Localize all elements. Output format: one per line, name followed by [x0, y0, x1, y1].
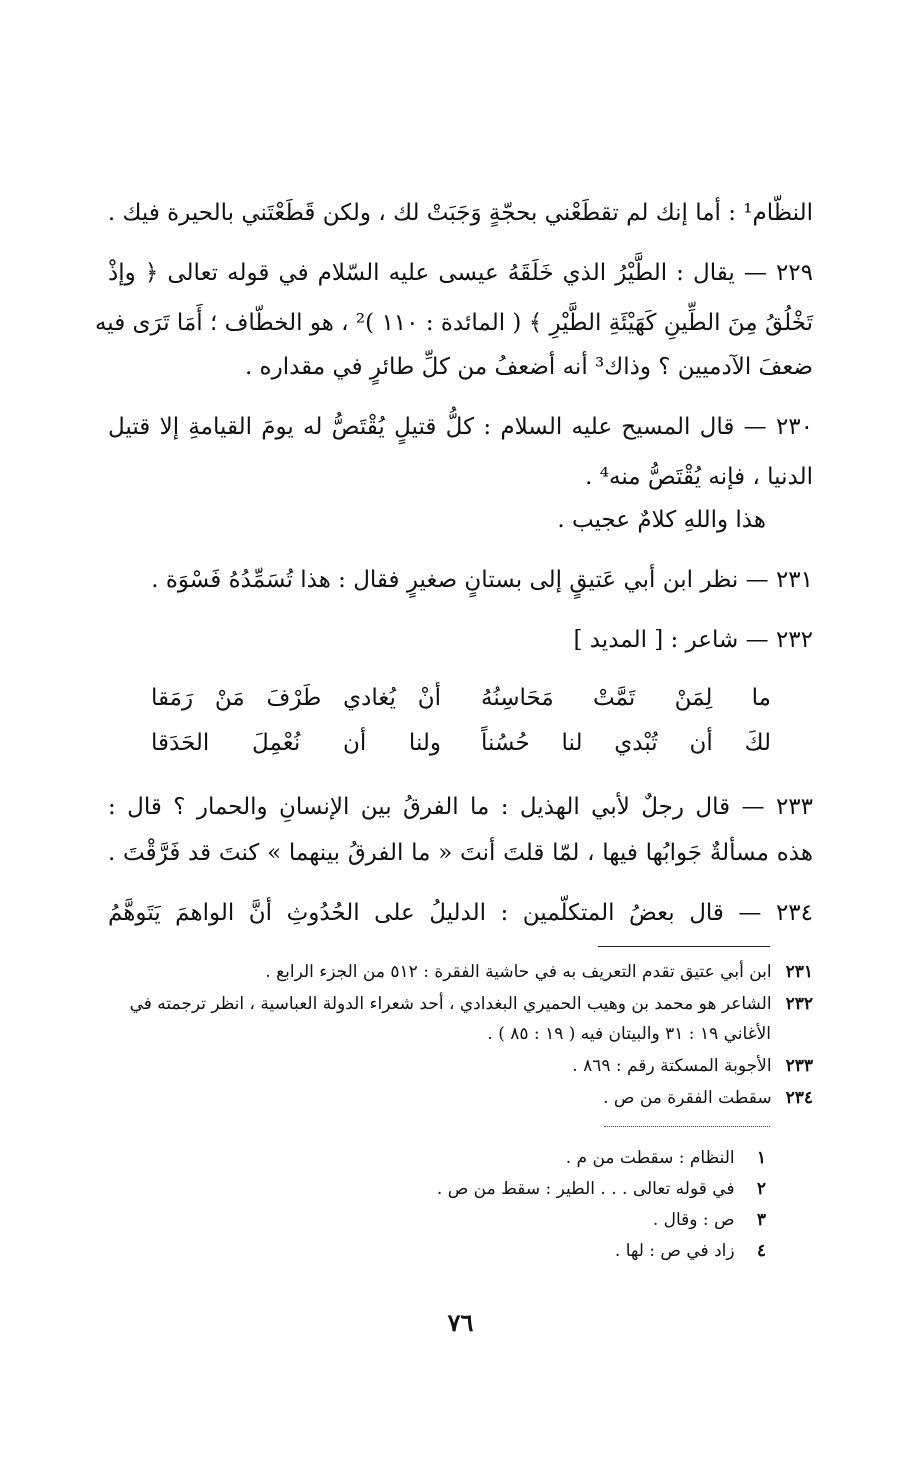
text-line: الدنيا ، فإنه يُقْتَصُّ منه⁴ . [585, 464, 813, 490]
footnote [108, 1054, 813, 1078]
footnote-key: ٢٣٤ [785, 1088, 813, 1108]
variant-text: النظام : سقطت من م . [565, 1148, 735, 1168]
verse-hemistich: أنْ يُغادي طَرْفَ مَنْ رَمَقا [151, 685, 441, 711]
text-line: ٢٣٤ — قال بعضُ المتكلّمين : الدليلُ على الحُدُوثِ أنَّ الواهمَ يَتَوهَّمُ [108, 900, 813, 926]
text-line: هذه مسألةٌ جَوابُها فيها ، لمّا قلتَ أنتَ « ما الفرقُ بينهما » كنتَ قد فَرَّقْتَ . [108, 840, 813, 866]
variant-key: ١ [756, 1148, 766, 1168]
text-line: ٢٢٩ — يقال : الطَّيْرُ الذي خَلَقَهُ عيسى عليه السّلام في قوله تعالى ﴿ وإذْ [108, 260, 813, 286]
variant-note [566, 1146, 766, 1170]
footnote-text: سقطت الفقرة من ص . [603, 1088, 772, 1108]
footnote-key: ٢٣٣ [785, 1056, 813, 1076]
text-line: ٢٣٣ — قال رجلٌ لأبي الهذيل : ما الفرقُ بين الإنسانِ والحمار ؟ قال : [108, 794, 813, 820]
footnote-text: الأجوبة المسكتة رقم : ٨٦٩ . [572, 1056, 772, 1076]
footnote-key: ٢٣٢ [785, 994, 813, 1014]
footnote-text: الأغاني ١٩ : ٣١ والبيتان فيه ( ١٩ : ٨٥ ) . [487, 1024, 771, 1044]
text-line: ٢٣٢ — شاعر : [ المديد ] [573, 627, 813, 653]
footnote-divider [598, 946, 770, 947]
variant-key: ٢ [756, 1179, 766, 1199]
footnote-text: ابن أبي عتيق تقدم التعريف به في حاشية الفقرة : ٥١٢ من الجزء الرابع . [265, 962, 772, 982]
verse-hemistich: ولنا أن نُعْمِلَ الحَدَقا [151, 730, 441, 756]
verse-hemistich: لكَ أن تُبْدي لنا حُسُناً [481, 730, 771, 756]
footnote-text: الشاعر هو محمد بن وهيب الحميري البغدادي ، أحد شعراء الدولة العباسية ، انظر ترجمته في [129, 994, 772, 1014]
verse-line [151, 685, 771, 711]
footnote [108, 960, 813, 984]
variant-text: زاد في ص : لها . [614, 1241, 735, 1261]
footnote [108, 1086, 813, 1110]
text-line: ضعفَ الآدميين ؟ وذاك³ أنه أضعفُ من كلِّ طائرٍ في مقداره . [244, 354, 813, 380]
variant-note [653, 1208, 766, 1232]
variant-key: ٤ [756, 1241, 766, 1261]
footnote [108, 1022, 771, 1046]
text-line: ٢٣٠ — قال المسيح عليه السلام : كلُّ قتيلٍ يُقْتَصُّ له يومَ القيامةِ إلا قتيل [108, 414, 813, 440]
variant-text: ص : وقال . [652, 1210, 735, 1230]
page-number: ٧٦ [447, 1308, 474, 1337]
text-line: تَخْلُقُ مِنَ الطِّينِ كَهَيْئَةِ الطَّيْرِ ﴾ ( المائدة : ١١٠ )² ، هو الخطّاف ؛ أَمَا تَرَى فيه [94, 310, 813, 336]
verse-hemistich: ما لِمَنْ تَمَّتْ مَحَاسِنُهُ [481, 685, 771, 711]
variant-key: ٣ [756, 1210, 766, 1230]
variant-note [437, 1177, 766, 1201]
variant-text: في قوله تعالى . . . الطير : سقط من ص . [436, 1179, 735, 1199]
footnote [108, 992, 813, 1016]
verse-line [151, 730, 771, 756]
footnote-key: ٢٣١ [785, 962, 813, 982]
text-line: هذا واللهِ كلامٌ عجيب . [557, 507, 766, 533]
text-line: ٢٣١ — نظر ابن أبي عَتيقٍ إلى بستانٍ صغيرٍ فقال : هذا تُسَمِّدُهُ فَسْوَة . [151, 567, 813, 593]
variants-divider [604, 1126, 770, 1127]
text-line: النظّام¹ : أما إنك لم تقطَعْني بحجّةٍ وَجَبَتْ لك ، ولكن قَطَعْتَني بالحيرة فيك . [107, 200, 813, 226]
variant-note [615, 1239, 766, 1263]
